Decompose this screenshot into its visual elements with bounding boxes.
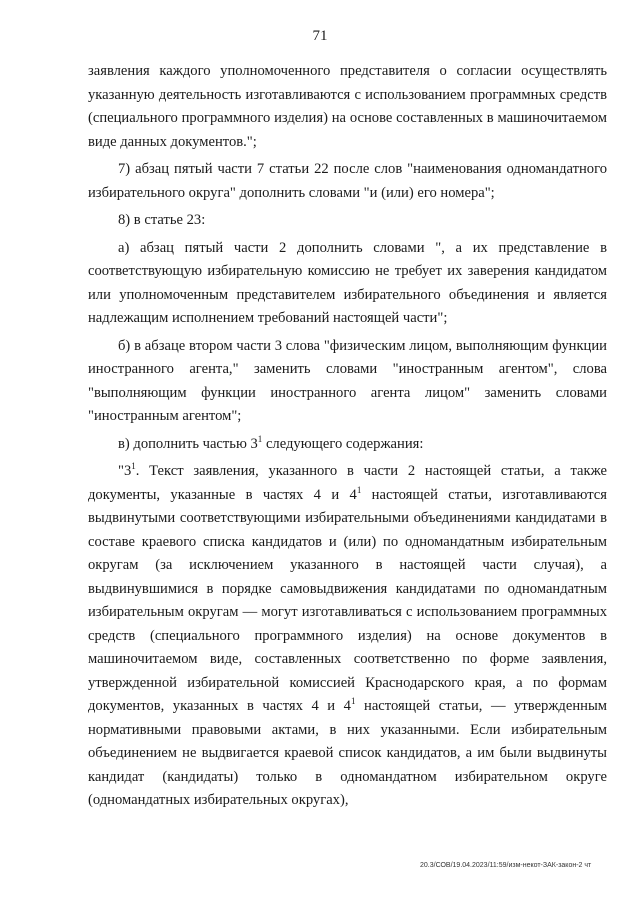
paragraph-6 — [88, 433, 607, 457]
paragraph-7-superscript-b: 1 — [356, 484, 362, 495]
paragraph-6-superscript: 1 — [257, 433, 263, 444]
paragraph-5: б) в абзаце втором части 3 слова "физическим лицом, выполняющим функции иностранного агента," заменить словами "иностранным агентом", слова "выполняющим функции иностранного агента лицом" заменить словами "иностранным агентом"; — [88, 337, 607, 424]
paragraph-2: 7) абзац пятый части 7 статьи 22 после слов "наименования одномандатного избирательного округа" дополнить словами "и (или) его номера"; — [88, 161, 607, 201]
paragraph-7-superscript-c: 1 — [350, 696, 356, 706]
paragraph-4: а) абзац пятый части 2 дополнить словами ", а их представление в соответствующую избирательную комиссию не требует их заверения кандидатом или уполномоченным представителем избирательного объединения и является надлежащим исполнением требований настоящей части"; — [88, 239, 607, 326]
paragraph-6-after: следующего содержания: — [262, 435, 424, 452]
paragraph-7-part-c: настоящей статьи, изготавливаются выдвинутыми соответствующими избирательными объединениями кандидатами в составе краевого списка кандидатов и (или) по одномандатным избирательным округам (за исключением указанного в настоящей части случая), а выдвинувшимися в порядке самовыдвижения кандидатами по одномандатным избирательным округам — могут изготавливаться с использованием программных средств (специального программного изделия) на основе документов в машиночитаемом виде, составленных соответственно по форме заявления, утвержденной избирательной комиссией Краснодарского края, а по формам документов, указанных в частях 4 и 4 — [88, 486, 607, 714]
paragraph-7-part-b: . Текст заявления, указанного в части 2 настоящей статьи, а также документы, указанные в частях 4 и 4 — [88, 463, 607, 503]
page-number: 71 — [312, 28, 328, 44]
footer-document-code: 20.3/СОВ/19.04.2023/11:59/изм-некот-ЗАК-закон-2 чт — [420, 862, 592, 869]
paragraph-3: 8) в статье 23: — [118, 212, 206, 228]
paragraph-6-before: в) дополнить частью 3 — [118, 435, 258, 452]
document-body — [88, 60, 607, 817]
paragraph-7-part-a: "3 — [118, 463, 132, 479]
paragraph-7-superscript-a: 1 — [131, 461, 136, 471]
paragraph-7-part-d: настоящей статьи, — утвержденным нормативными правовыми актами, в них указанными. Если избирательным объединением не выдвигается краевой список кандидатов, а им были выдвинуты кандидат (кандидаты) только в одномандатном избирательном округе (одномандатных избирательных округах), — [88, 698, 607, 808]
paragraph-1: заявления каждого уполномоченного представителя о согласии осуществлять указанную деятельность изготавливаются с использованием программных средств (специального программного изделия) на основе составленных в машиночитаемом виде данных документов."; — [88, 63, 607, 150]
paragraph-7 — [88, 460, 607, 813]
